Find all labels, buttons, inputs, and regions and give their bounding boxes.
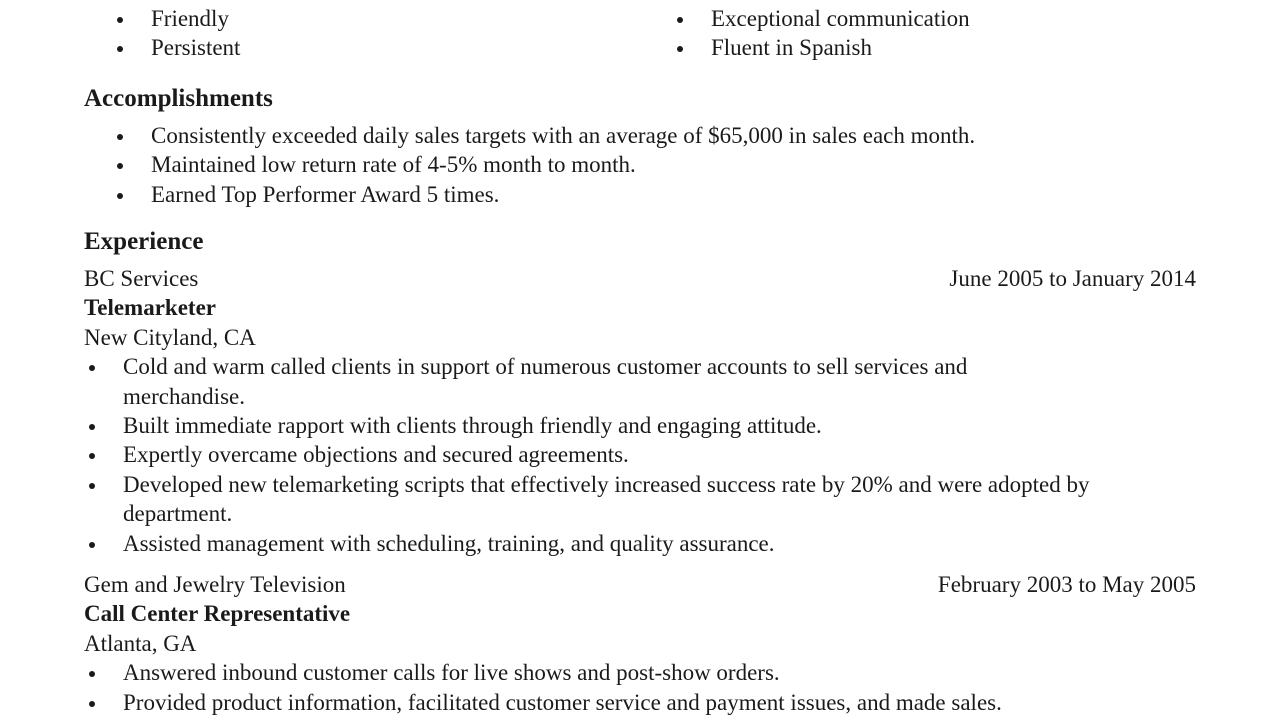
job-dates: February 2003 to May 2005 (937, 572, 1196, 597)
bullet-icon (677, 46, 683, 52)
skill-item (672, 4, 970, 33)
bullet-icon (117, 134, 123, 140)
skill-item (112, 33, 240, 62)
job-duty-item (84, 440, 1196, 469)
job-entry (84, 264, 1196, 558)
bullet-icon (117, 17, 123, 23)
skills-right-column (672, 4, 970, 63)
job-location: Atlanta, GA (84, 630, 197, 656)
bullet-icon (89, 365, 95, 371)
bullet-icon (89, 701, 95, 707)
skill-text: Friendly (151, 6, 229, 31)
job-duty-text: Expertly overcame objections and secured agreements. (123, 442, 629, 468)
bullet-icon (117, 193, 123, 199)
skill-item (112, 4, 240, 33)
job-location: New Cityland, CA (84, 324, 256, 350)
bullet-icon (89, 453, 95, 459)
job-duty-item (84, 352, 1048, 411)
skill-text: Exceptional communication (711, 6, 970, 31)
accomplishment-item (112, 180, 1192, 209)
job-duty-text: Answered inbound customer calls for live shows and post-show orders. (123, 660, 780, 686)
skills-right-list (672, 4, 970, 63)
accomplishment-item (112, 121, 1192, 150)
job-entry (84, 570, 1196, 717)
job-duty-text: Built immediate rapport with clients through friendly and engaging attitude. (123, 412, 822, 438)
bullet-icon (117, 46, 123, 52)
skill-item (672, 33, 970, 62)
job-duty-text: Cold and warm called clients in support of numerous customer accounts to sell services and merchandise. (123, 354, 968, 409)
skills-left-column (112, 4, 240, 63)
job-duty-text: Developed new telemarketing scripts that effectively increased success rate by 20% and were adopted by department. (123, 471, 1090, 527)
skill-text: Fluent in Spanish (711, 35, 873, 61)
bullet-icon (89, 483, 95, 489)
job-duty-item (84, 688, 1196, 717)
job-duties-list (84, 658, 1196, 717)
experience-heading: Experience (84, 228, 204, 255)
accomplishments-list (112, 121, 1192, 209)
job-title: Telemarketer (84, 295, 216, 321)
bullet-icon (89, 424, 95, 430)
job-company: Gem and Jewelry Television (84, 572, 346, 597)
job-duty-item (84, 658, 1196, 687)
accomplishment-text: Earned Top Performer Award 5 times. (151, 181, 500, 207)
skills-left-list (112, 4, 240, 63)
job-duties-list (84, 352, 1196, 558)
job-header (84, 570, 1196, 599)
job-header (84, 264, 1196, 293)
job-duty-item (84, 470, 1193, 529)
bullet-icon (677, 17, 683, 23)
job-title: Call Center Representative (84, 601, 351, 627)
job-duty-text: Provided product information, facilitated customer service and payment issues, and made sales. (123, 689, 1002, 715)
skill-text: Persistent (151, 35, 241, 61)
bullet-icon (89, 542, 95, 548)
accomplishment-text: Maintained low return rate of 4-5% month to month. (151, 152, 636, 178)
accomplishments-heading: Accomplishments (84, 85, 273, 112)
bullet-icon (89, 671, 95, 677)
job-duty-item (84, 529, 1196, 558)
accomplishment-text: Consistently exceeded daily sales targets with an average of $65,000 in sales each month. (151, 123, 976, 148)
job-duty-item (84, 411, 1196, 440)
accomplishments-section (112, 121, 1192, 209)
job-duty-text: Assisted management with scheduling, training, and quality assurance. (123, 530, 775, 556)
job-dates: June 2005 to January 2014 (949, 266, 1196, 291)
accomplishment-item (112, 150, 1192, 179)
job-company: BC Services (84, 266, 199, 291)
bullet-icon (117, 163, 123, 169)
